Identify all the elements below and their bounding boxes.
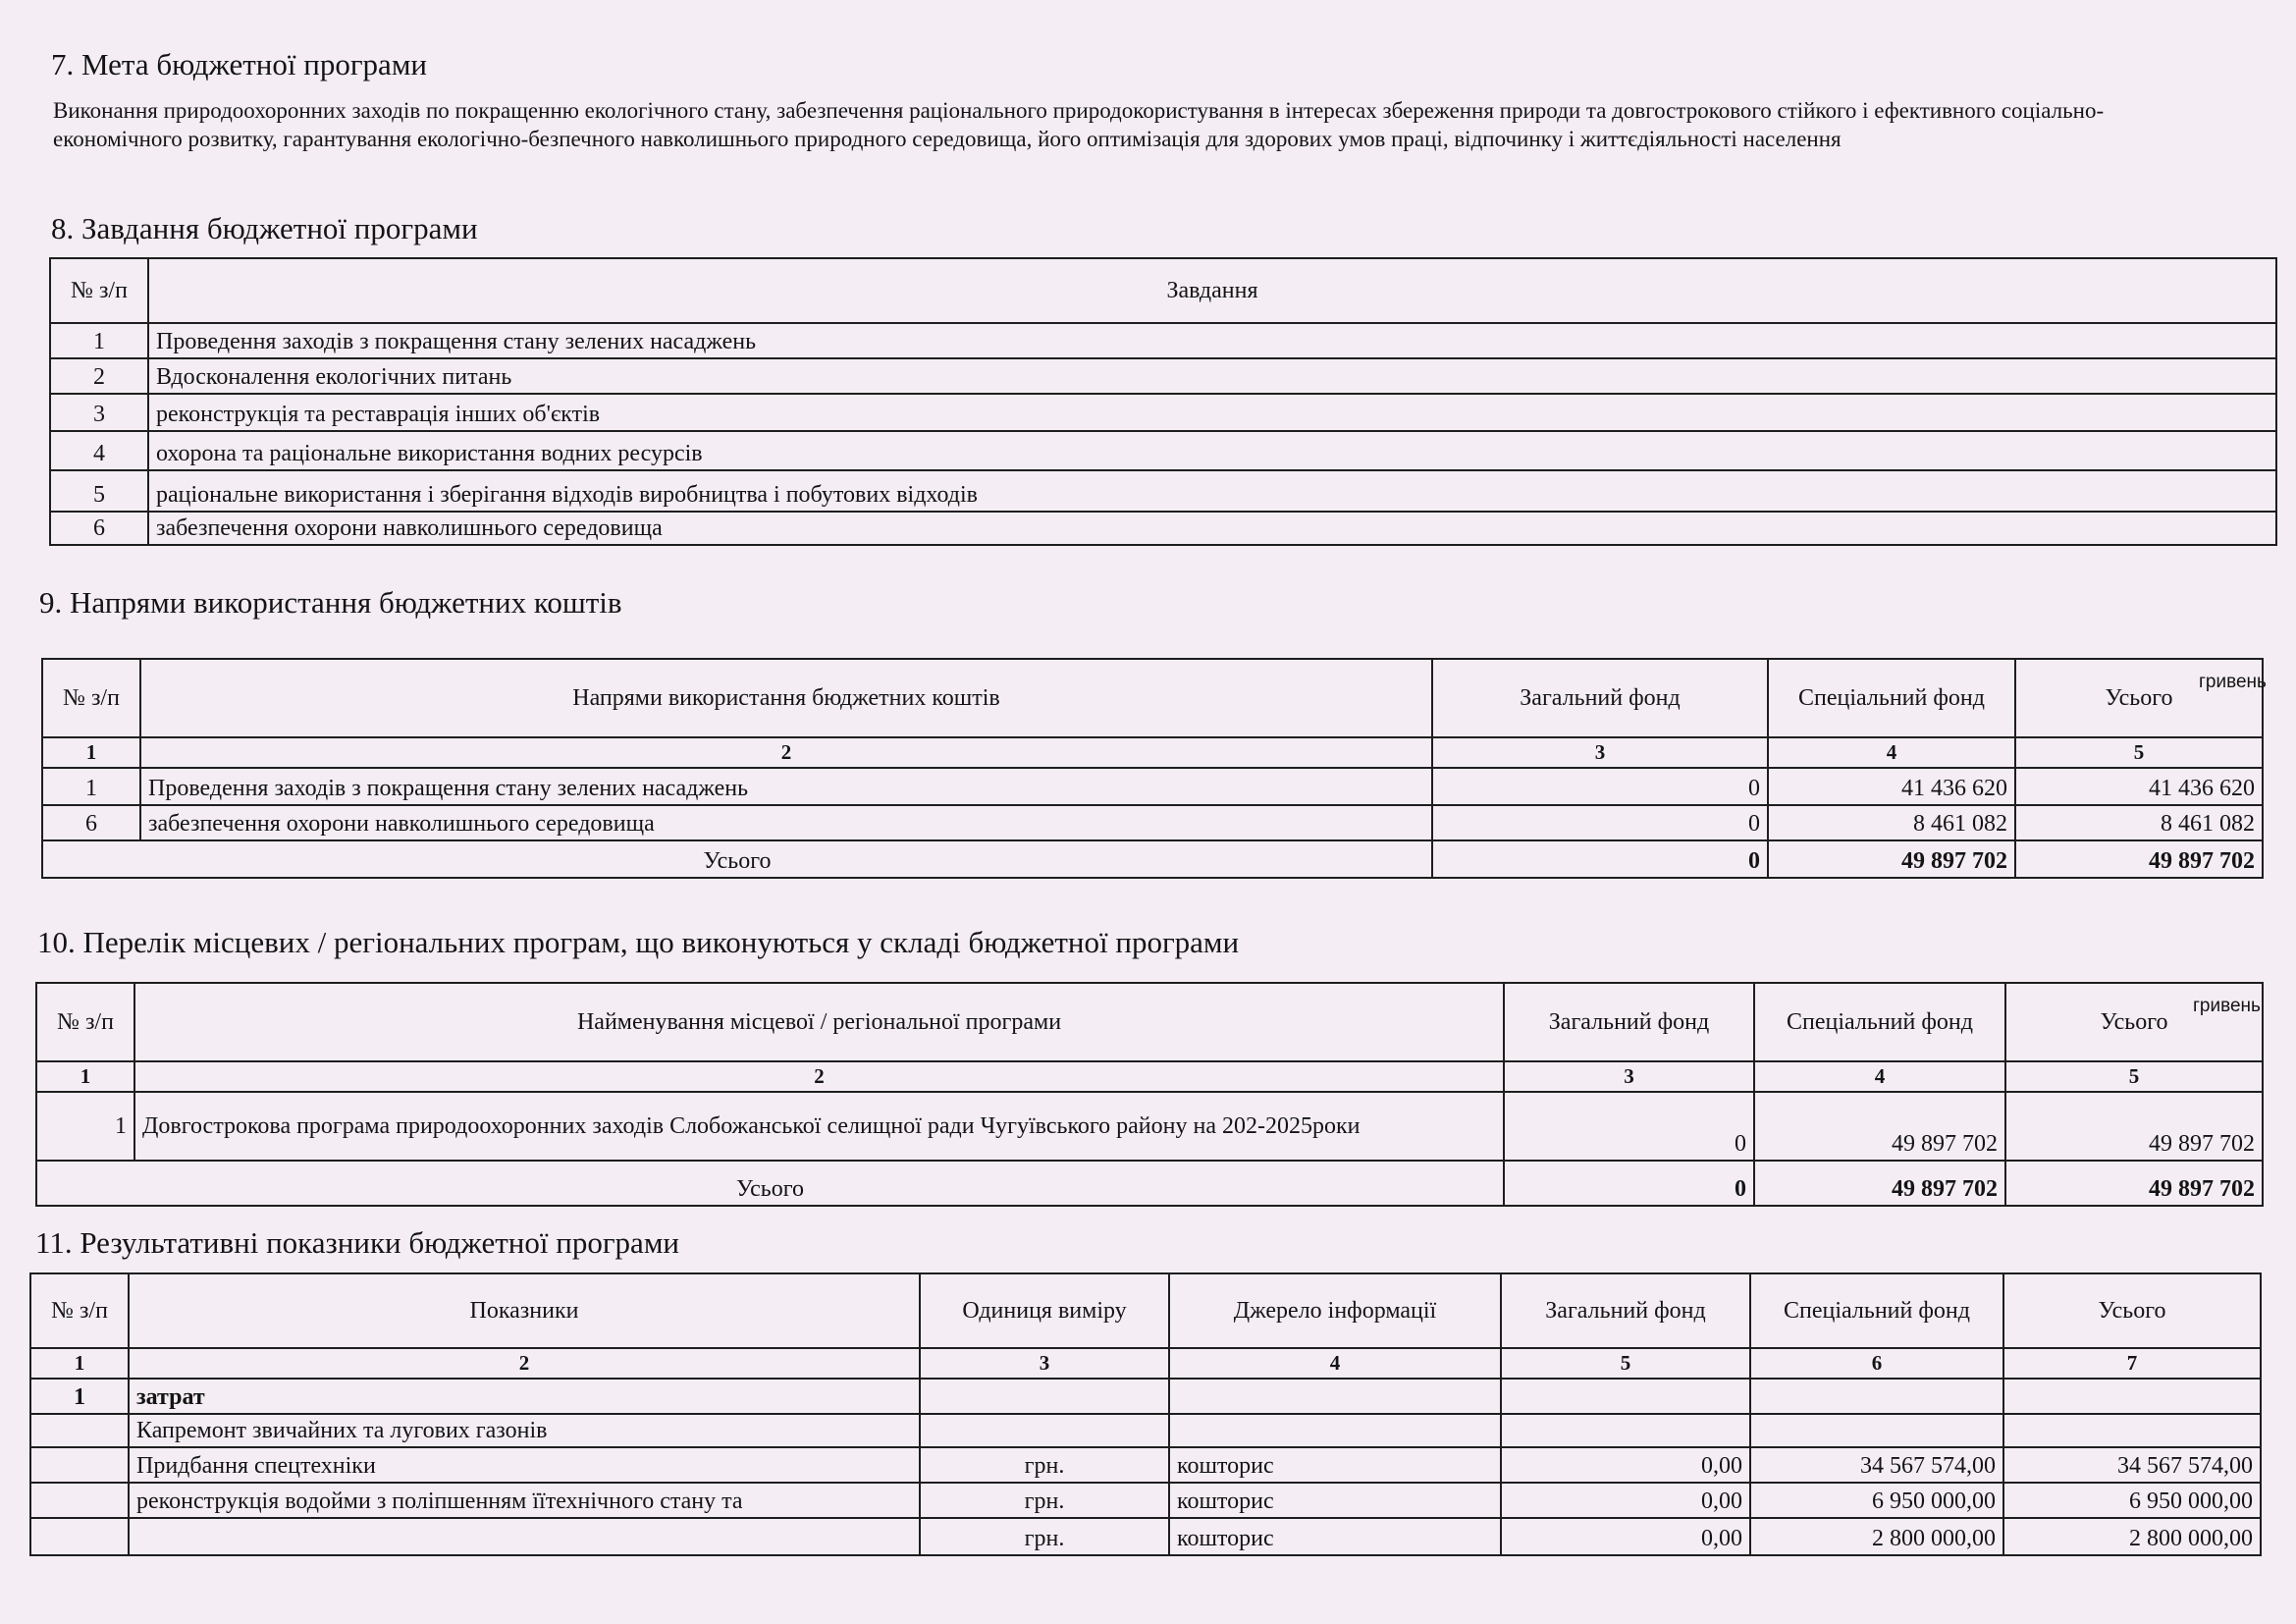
- col-header-number: № з/п: [30, 1273, 129, 1348]
- col-number: 1: [30, 1348, 129, 1379]
- table-row: [50, 323, 2276, 358]
- col-number: 4: [1169, 1348, 1501, 1379]
- task-text: Проведення заходів з покращення стану зелених насаджень: [148, 323, 2276, 358]
- programs-table: [35, 982, 2264, 1207]
- section-10-heading: 10. Перелік місцевих / регіональних програм, що виконуються у складі бюджетної програми: [37, 925, 1240, 959]
- program-name: Довгострокова програма природоохоронних заходів Слобожанської селищної ради Чугуївського району на 202-2025роки: [134, 1092, 1504, 1161]
- special-fund-value: 2 800 000,00: [1750, 1518, 2003, 1555]
- special-fund-total: 49 897 702: [1754, 1161, 2005, 1206]
- special-fund-value: 6 950 000,00: [1750, 1483, 2003, 1518]
- general-fund-value: [1501, 1414, 1750, 1447]
- task-text: охорона та раціональне використання водних ресурсів: [148, 431, 2276, 470]
- col-number: 2: [129, 1348, 920, 1379]
- indicator-name: [129, 1518, 920, 1555]
- col-number: 6: [1750, 1348, 2003, 1379]
- total-value: 41 436 620: [2015, 768, 2263, 805]
- indicator-unit: грн.: [920, 1447, 1169, 1483]
- col-header-unit: Одиниця виміру: [920, 1273, 1169, 1348]
- col-header-number: № з/п: [42, 659, 140, 737]
- special-fund-value: 8 461 082: [1768, 805, 2015, 840]
- table-row: [50, 431, 2276, 470]
- special-fund-value: 49 897 702: [1754, 1092, 2005, 1161]
- total-value: 6 950 000,00: [2003, 1483, 2261, 1518]
- col-number: 7: [2003, 1348, 2261, 1379]
- section-11-heading: 11. Результативні показники бюджетної програми: [35, 1225, 680, 1260]
- table-row: [30, 1518, 2261, 1555]
- table-row: [50, 512, 2276, 545]
- task-text: реконструкція та реставрація інших об'єктів: [148, 394, 2276, 431]
- general-fund-value: 0,00: [1501, 1518, 1750, 1555]
- section-9-heading: 9. Напрями використання бюджетних коштів: [39, 585, 622, 620]
- col-number: 2: [140, 737, 1432, 768]
- col-header-number: № з/п: [50, 258, 148, 323]
- section-7-text: Виконання природоохоронних заходів по покращенню екологічного стану, забезпечення раціонального природокористування в інтересах збереження природи та довгострокового стійкого і ефективного соціально-економічного розвитку, гарантування екологічно-безпечного навколишнього природного середовища, його оптимізація для здорових умов праці, відпочинку і життєдіяльності населення: [53, 98, 2105, 151]
- indicator-source: кошторис: [1169, 1483, 1501, 1518]
- row-number: 1: [36, 1092, 134, 1161]
- general-fund-value: 0: [1432, 805, 1768, 840]
- col-number: 5: [2015, 737, 2263, 768]
- row-number: 1: [42, 768, 140, 805]
- grand-total: 49 897 702: [2015, 840, 2263, 878]
- row-number: 5: [50, 470, 148, 512]
- total-value: [2003, 1414, 2261, 1447]
- table-row: [30, 1447, 2261, 1483]
- total-value: 34 567 574,00: [2003, 1447, 2261, 1483]
- indicator-source: кошторис: [1169, 1518, 1501, 1555]
- indicator-unit: [920, 1414, 1169, 1447]
- table-row: [50, 394, 2276, 431]
- group-number: 1: [30, 1379, 129, 1414]
- col-header-special-fund: Спеціальний фонд: [1750, 1273, 2003, 1348]
- group-row: [30, 1379, 2261, 1414]
- special-fund-value: [1750, 1414, 2003, 1447]
- general-fund-total: 0: [1504, 1161, 1754, 1206]
- col-header-source: Джерело інформації: [1169, 1273, 1501, 1348]
- general-fund-total: 0: [1432, 840, 1768, 878]
- col-header-total: Усього: [2015, 659, 2263, 737]
- col-number: 5: [1501, 1348, 1750, 1379]
- task-text: забезпечення охорони навколишнього середовища: [148, 512, 2276, 545]
- col-header-program-name: Найменування місцевої / регіональної програми: [134, 983, 1504, 1061]
- row-number: 3: [50, 394, 148, 431]
- table-row: [36, 1092, 2263, 1161]
- col-header-special-fund: Спеціальний фонд: [1768, 659, 2015, 737]
- indicator-source: кошторис: [1169, 1447, 1501, 1483]
- table-row: [30, 1414, 2261, 1447]
- directions-table: [41, 658, 2264, 879]
- indicators-table: [29, 1272, 2262, 1556]
- table-row: [42, 768, 2263, 805]
- total-value: 49 897 702: [2005, 1092, 2263, 1161]
- row-number: 1: [50, 323, 148, 358]
- col-number: 5: [2005, 1061, 2263, 1092]
- total-value: 8 461 082: [2015, 805, 2263, 840]
- indicator-name: реконструкція водойми з поліпшенням їїтехнічного стану та: [129, 1483, 920, 1518]
- col-header-total: Усього: [2005, 983, 2263, 1061]
- col-header-indicators: Показники: [129, 1273, 920, 1348]
- direction-name: забезпечення охорони навколишнього середовища: [140, 805, 1432, 840]
- direction-name: Проведення заходів з покращення стану зелених насаджень: [140, 768, 1432, 805]
- general-fund-value: 0,00: [1501, 1483, 1750, 1518]
- col-header-general-fund: Загальний фонд: [1432, 659, 1768, 737]
- col-header-general-fund: Загальний фонд: [1504, 983, 1754, 1061]
- special-fund-value: 41 436 620: [1768, 768, 2015, 805]
- total-value: 2 800 000,00: [2003, 1518, 2261, 1555]
- col-header-total: Усього: [2003, 1273, 2261, 1348]
- col-number: 2: [134, 1061, 1504, 1092]
- col-number: 3: [1432, 737, 1768, 768]
- col-number: 4: [1754, 1061, 2005, 1092]
- total-row: [36, 1161, 2263, 1206]
- table-row: [50, 358, 2276, 394]
- col-number: 1: [42, 737, 140, 768]
- row-number: 6: [42, 805, 140, 840]
- task-text: Вдосконалення екологічних питань: [148, 358, 2276, 394]
- special-fund-total: 49 897 702: [1768, 840, 2015, 878]
- currency-unit-label: гривень: [2193, 996, 2261, 1016]
- total-label: Усього: [36, 1161, 1504, 1206]
- task-text: раціональне використання і зберігання відходів виробництва і побутових відходів: [148, 470, 2276, 512]
- grand-total: 49 897 702: [2005, 1161, 2263, 1206]
- col-number: 1: [36, 1061, 134, 1092]
- row-number: 4: [50, 431, 148, 470]
- table-row: [50, 470, 2276, 512]
- col-number: 3: [920, 1348, 1169, 1379]
- col-number: 3: [1504, 1061, 1754, 1092]
- currency-unit-label: гривень: [2199, 672, 2267, 692]
- section-8-heading: 8. Завдання бюджетної програми: [51, 211, 478, 245]
- row-number: 6: [50, 512, 148, 545]
- indicator-name: Придбання спецтехніки: [129, 1447, 920, 1483]
- col-header-general-fund: Загальний фонд: [1501, 1273, 1750, 1348]
- col-number: 4: [1768, 737, 2015, 768]
- general-fund-value: 0: [1504, 1092, 1754, 1161]
- indicator-unit: грн.: [920, 1518, 1169, 1555]
- special-fund-value: 34 567 574,00: [1750, 1447, 2003, 1483]
- indicator-unit: грн.: [920, 1483, 1169, 1518]
- general-fund-value: 0: [1432, 768, 1768, 805]
- group-label: затрат: [129, 1379, 920, 1414]
- table-row: [30, 1483, 2261, 1518]
- tasks-table: [49, 257, 2277, 546]
- total-row: [42, 840, 2263, 878]
- section-7-heading: 7. Мета бюджетної програми: [51, 47, 428, 81]
- col-header-number: № з/п: [36, 983, 134, 1061]
- col-header-direction: Напрями використання бюджетних коштів: [140, 659, 1432, 737]
- indicator-name: Капремонт звичайних та лугових газонів: [129, 1414, 920, 1447]
- col-header-task: Завдання: [148, 258, 2276, 323]
- col-header-special-fund: Спеціальний фонд: [1754, 983, 2005, 1061]
- table-row: [42, 805, 2263, 840]
- total-label: Усього: [42, 840, 1432, 878]
- row-number: 2: [50, 358, 148, 394]
- general-fund-value: 0,00: [1501, 1447, 1750, 1483]
- indicator-source: [1169, 1414, 1501, 1447]
